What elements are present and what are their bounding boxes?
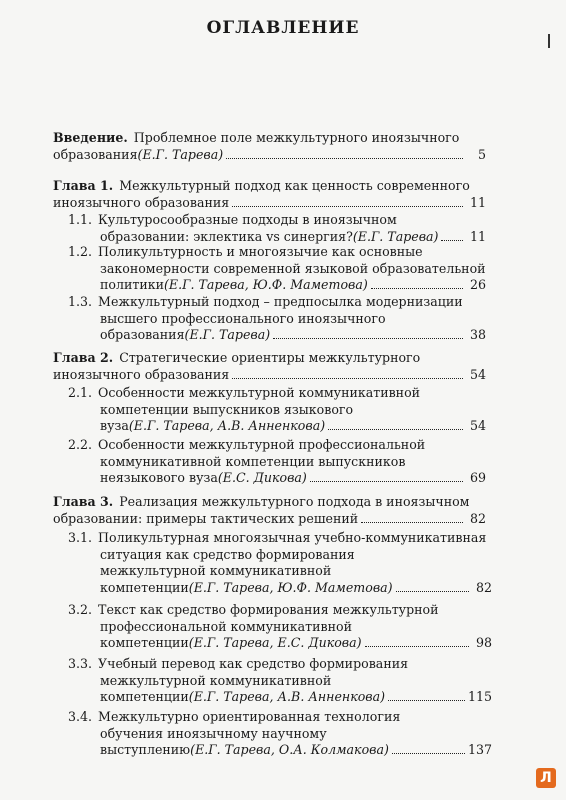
toc-entry	[68, 437, 486, 487]
entry-title-text: высшего профессионального иноязычного	[100, 310, 386, 326]
page-number: 137	[467, 742, 492, 757]
entry-title-text: Текст как средство формирования межкультурной	[98, 602, 439, 617]
toc-entry	[53, 350, 486, 383]
entry-title-text: Проблемное поле межкультурного иноязычного	[133, 130, 460, 145]
entry-author: (Е.Г. Тарева, Е.С. Дикова)	[188, 635, 362, 650]
dot-leader	[365, 646, 469, 647]
toc-entry-line	[53, 130, 486, 147]
page-number: 82	[475, 579, 492, 595]
entry-title-text: ситуация как средство формирования	[100, 546, 355, 562]
dot-leader	[226, 158, 463, 159]
entry-title-text: образования	[100, 327, 185, 342]
toc-entry-line	[68, 212, 486, 229]
entry-title-text: вуза	[100, 418, 129, 433]
toc-entry-last-line	[68, 580, 492, 597]
toc-entry-line	[68, 530, 492, 547]
toc-entry-last-line	[53, 147, 486, 164]
entry-title-text: компетенции	[100, 689, 189, 704]
section-number: 1.2.	[68, 244, 93, 259]
entry-title-text: Поликультурность и многоязычие как основные	[98, 244, 423, 259]
toc-entry	[68, 294, 486, 344]
entry-author: (Е.Г. Тарева, Ю.Ф. Маметова)	[188, 579, 393, 595]
toc-entry-line	[53, 350, 486, 367]
entry-title-text: Межкультурно ориентированная технология	[98, 709, 401, 724]
toc-entry	[53, 130, 486, 163]
page-number: 115	[467, 689, 492, 704]
toc-entry	[68, 709, 492, 759]
toc-entry-line	[68, 726, 492, 743]
entry-author: (Е.Г. Тарева)	[137, 146, 224, 162]
entry-title-text: выступлению	[100, 742, 191, 757]
toc-entry-line	[68, 437, 486, 454]
entry-title-text: Особенности межкультурной профессиональной	[98, 437, 426, 452]
toc-entry-last-line	[68, 689, 492, 706]
page-number: 26	[469, 277, 486, 292]
toc-entry	[53, 178, 486, 211]
toc-entry	[53, 494, 486, 527]
entry-title-text: Межкультурный подход как ценность современного	[119, 178, 470, 193]
toc-entry-line	[68, 602, 492, 619]
toc-entry-line	[68, 454, 486, 471]
section-number: 3.1.	[68, 530, 93, 545]
entry-title-text: политики	[100, 277, 164, 292]
chapter-label: Введение.	[53, 130, 128, 145]
toc-entry-last-line	[53, 195, 486, 212]
page-number: 11	[469, 228, 486, 244]
toc-entry-line	[68, 402, 486, 419]
entry-title-text: закономерности современной языковой образовательной	[100, 260, 486, 276]
section-number: 2.1.	[68, 385, 93, 400]
toc-entry-line	[68, 673, 492, 690]
page-number: 11	[469, 194, 486, 210]
entry-title-text: профессиональной коммуникативной	[100, 618, 353, 634]
toc-entry-last-line	[53, 511, 486, 528]
toc-entry-line	[68, 547, 492, 564]
dot-leader	[232, 378, 463, 379]
toc-entry	[68, 385, 486, 435]
page-title: ОГЛАВЛЕНИЕ	[206, 18, 360, 38]
toc-entry-line	[68, 619, 492, 636]
dot-leader	[232, 206, 463, 207]
entry-title-text: компетенции выпускников языкового	[100, 401, 354, 417]
toc-entry-last-line	[53, 367, 486, 384]
toc-entry-last-line	[68, 327, 486, 344]
entry-author: (Е.Г. Тарева)	[184, 327, 271, 342]
entry-author: (Е.Г. Тарева, А.В. Анненкова)	[128, 418, 326, 433]
entry-title-text: Межкультурный подход – предпосылка модернизации	[98, 294, 463, 309]
toc-entry-line	[68, 656, 492, 673]
section-number: 3.3.	[68, 656, 93, 671]
entry-title-text: коммуникативной компетенции выпускников	[100, 453, 406, 469]
toc-entry-last-line	[68, 635, 492, 652]
page-number: 54	[469, 366, 486, 382]
toc-entry-line	[68, 563, 492, 580]
entry-title-text: Стратегические ориентиры межкультурного	[119, 350, 421, 365]
chapter-label: Глава 1.	[53, 178, 114, 193]
entry-title-text: Особенности межкультурной коммуникативной	[98, 385, 421, 400]
entry-title-text: Учебный перевод как средство формирования	[98, 656, 409, 671]
entry-author: (Е.Г. Тарева)	[352, 228, 439, 244]
section-number: 1.1.	[68, 212, 93, 227]
dot-leader	[441, 240, 463, 241]
entry-title-text: иноязычного образования	[53, 366, 230, 382]
dot-leader	[273, 338, 463, 339]
entry-title-text: образования	[53, 146, 138, 162]
dot-leader	[328, 429, 463, 430]
toc-entry-line	[53, 178, 486, 195]
entry-title-text: образовании: примеры тактических решений	[53, 510, 359, 526]
chapter-label: Глава 2.	[53, 350, 114, 365]
entry-author: (Е.С. Дикова)	[217, 470, 307, 485]
entry-author: (Е.Г. Тарева, Ю.Ф. Маметова)	[164, 277, 368, 292]
entry-title-text: Реализация межкультурного подхода в иноязычном	[119, 494, 470, 509]
toc-entry-line	[68, 311, 486, 328]
toc-entry-line	[68, 385, 486, 402]
toc-entry-line	[68, 244, 486, 261]
entry-author: (Е.Г. Тарева, А.В. Анненкова)	[188, 689, 386, 704]
page-number: 54	[469, 418, 486, 433]
entry-title-text: обучения иноязычному научному	[100, 725, 327, 741]
toc-entry	[68, 602, 492, 652]
section-number: 2.2.	[68, 437, 93, 452]
toc-entry-last-line	[68, 742, 492, 759]
toc-entry-last-line	[68, 229, 486, 246]
chapter-label: Глава 3.	[53, 494, 114, 509]
dot-leader	[388, 700, 465, 701]
page-number: 5	[477, 146, 486, 162]
entry-author: (Е.Г. Тарева, О.А. Колмакова)	[190, 742, 389, 757]
section-number: 3.2.	[68, 602, 93, 617]
page-number: 38	[469, 327, 486, 342]
dot-leader	[361, 522, 463, 523]
entry-title-text: межкультурной коммуникативной	[100, 672, 332, 688]
page-number: 98	[475, 635, 492, 650]
toc-entry-last-line	[68, 418, 486, 435]
publisher-logo-icon: Л	[536, 768, 556, 788]
dot-leader	[371, 288, 463, 289]
toc-entry-line	[68, 709, 492, 726]
toc-entry-line	[53, 494, 486, 511]
entry-title-text: Культуросообразные подходы в иноязычном	[98, 212, 397, 227]
toc-entry	[68, 212, 486, 245]
section-number: 3.4.	[68, 709, 93, 724]
entry-title-text: компетенции	[100, 635, 189, 650]
section-number: 1.3.	[68, 294, 93, 309]
entry-title-text: компетенции	[100, 579, 189, 595]
toc-entry-last-line	[68, 277, 486, 294]
dot-leader	[392, 753, 465, 754]
toc-entry	[68, 656, 492, 706]
dot-leader	[396, 591, 469, 592]
entry-title-text: неязыкового вуза	[100, 470, 218, 485]
toc-entry-last-line	[68, 470, 486, 487]
toc-entry-line	[68, 294, 486, 311]
dot-leader	[310, 481, 463, 482]
toc-entry	[68, 530, 492, 596]
page-number: 69	[469, 470, 486, 485]
entry-title-text: межкультурной коммуникативной	[100, 563, 332, 578]
page-number: 82	[469, 510, 486, 526]
entry-title-text: иноязычного образования	[53, 194, 230, 210]
entry-title-text: Поликультурная многоязычная учебно-коммуникативная	[98, 530, 487, 545]
toc-entry	[68, 244, 486, 294]
entry-title-text: образовании: эклектика vs синергия?	[100, 228, 353, 244]
toc-entry-line	[68, 261, 486, 278]
